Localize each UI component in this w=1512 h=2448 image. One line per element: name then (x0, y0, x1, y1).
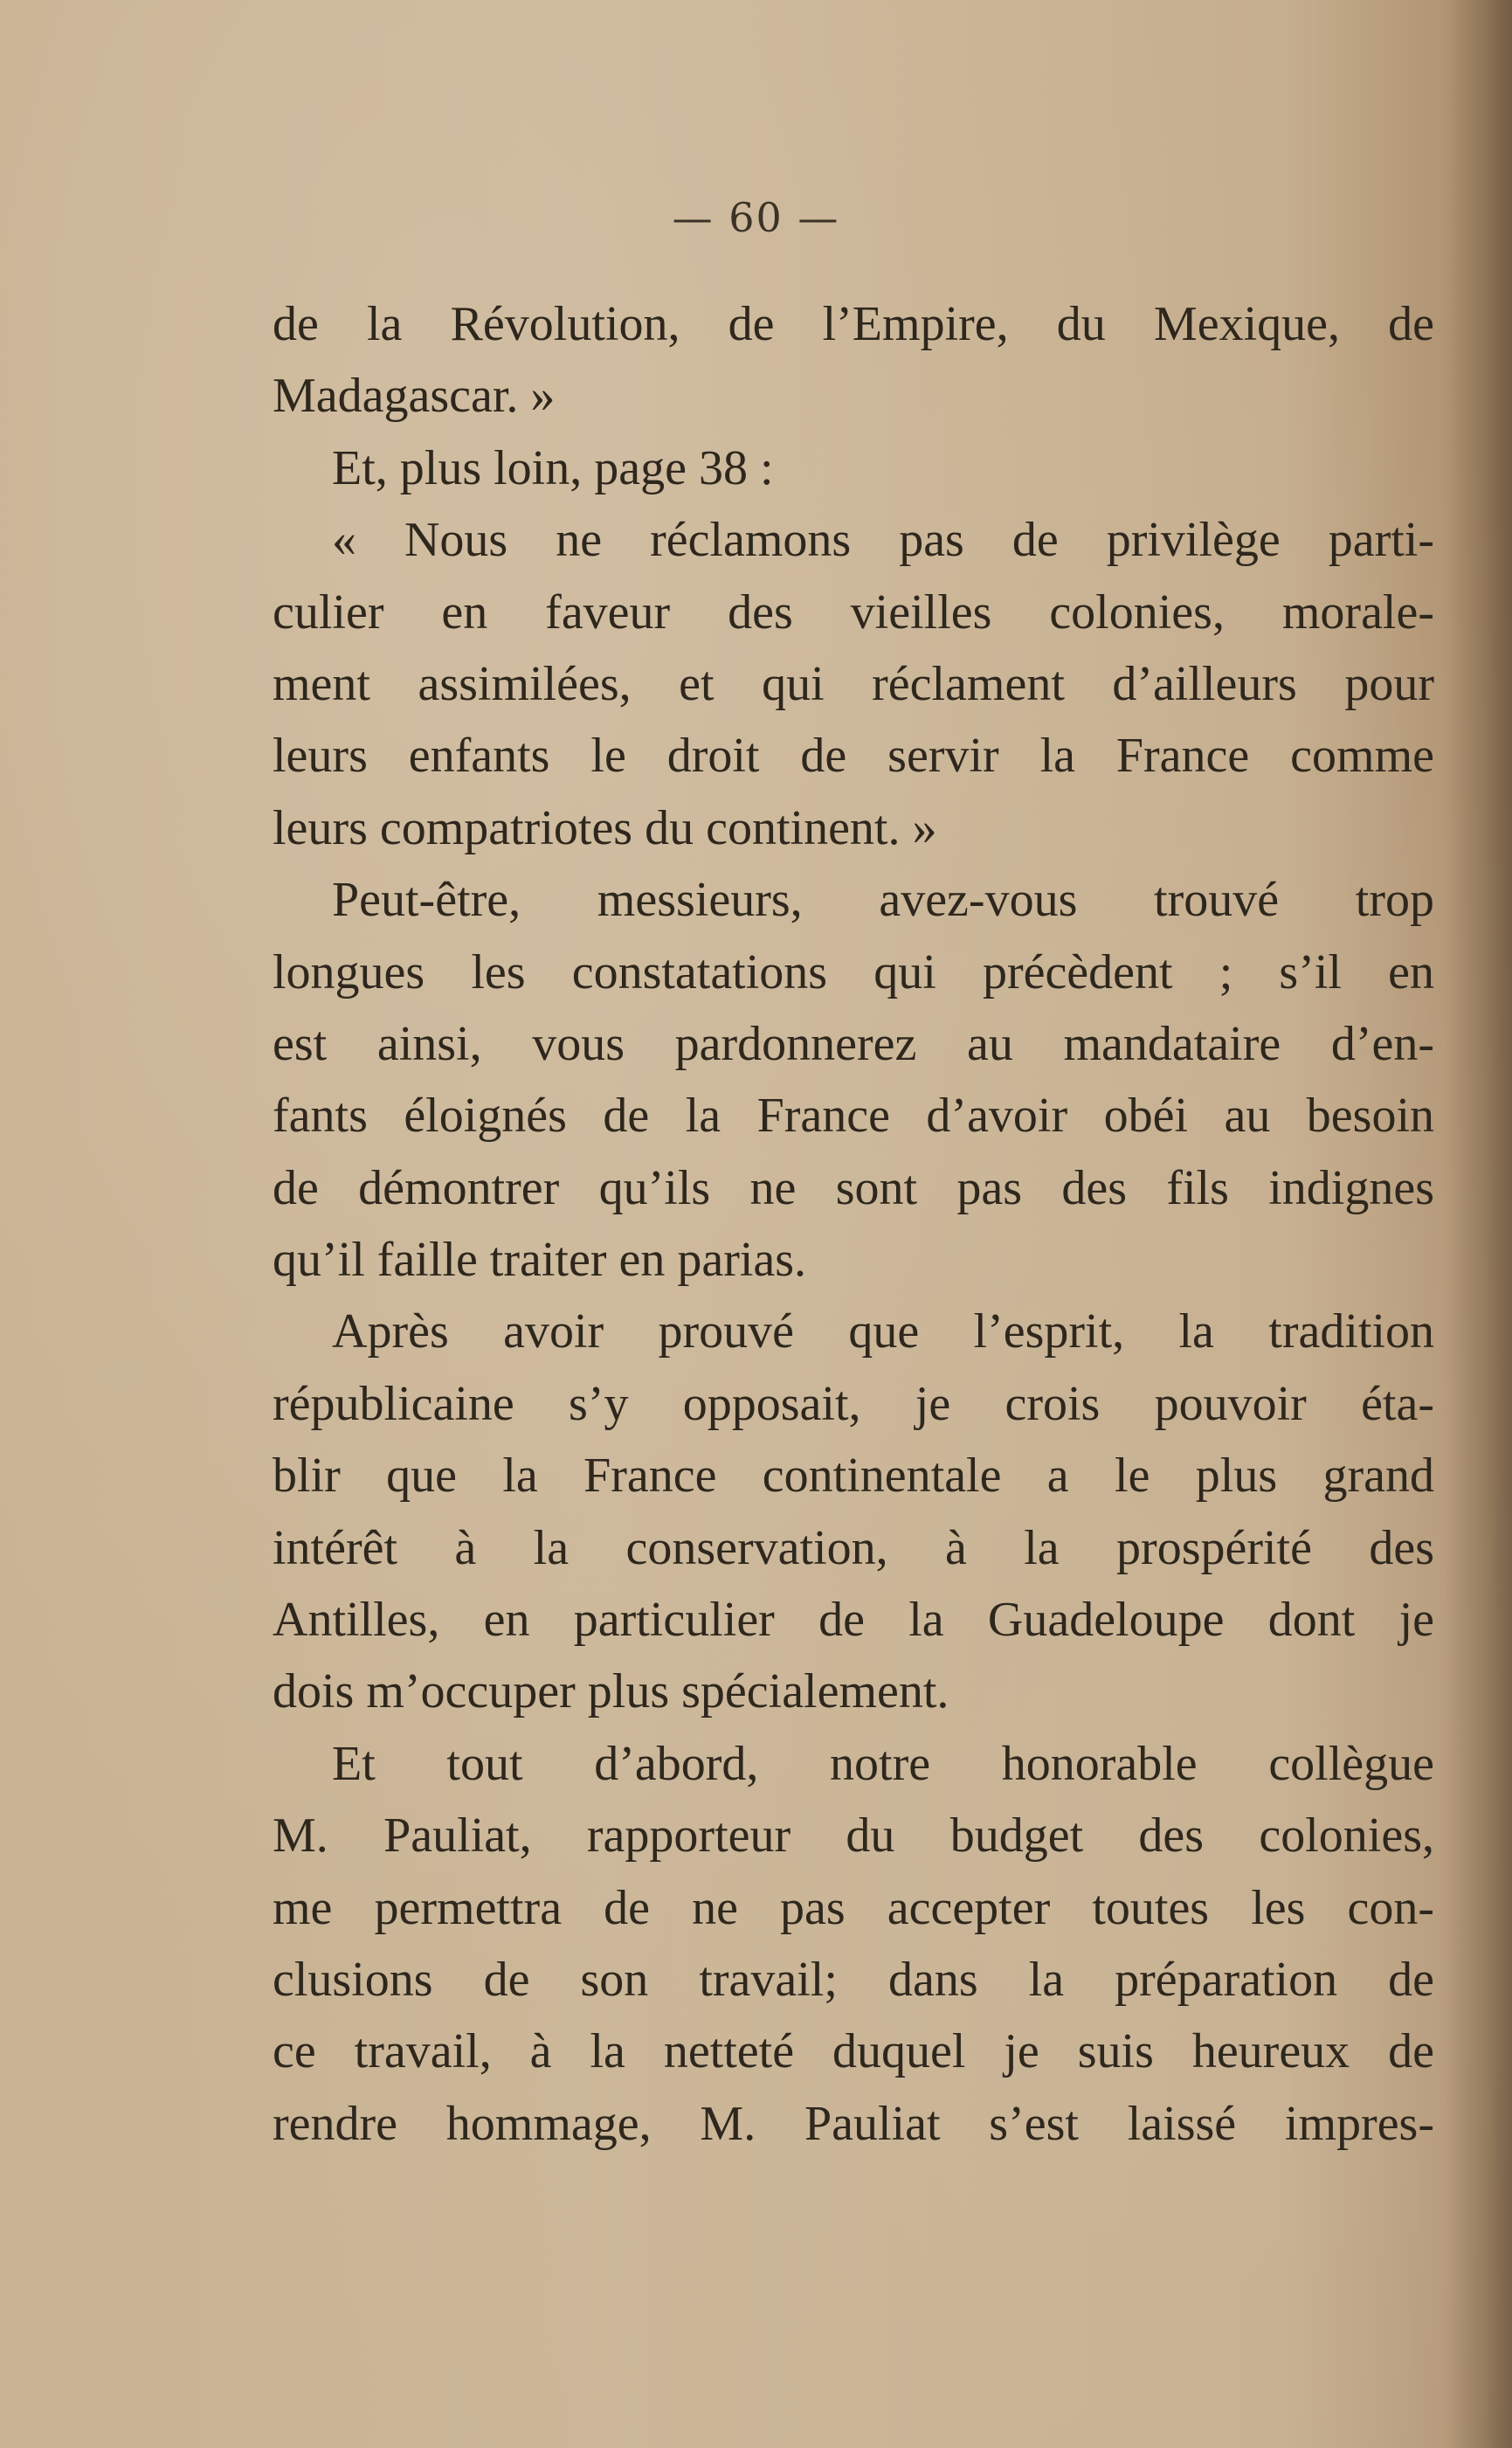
text-line: qu’il faille traiter en parias. (273, 1233, 807, 1288)
text-line: Madagascar. » (273, 369, 556, 424)
text-line: est ainsi, vous pardonnerez au mandataire d’en- (273, 1016, 1434, 1071)
text-line: intérêt à la conservation, à la prospérité des (273, 1520, 1434, 1575)
text-line: longues les constatations qui précèdent ; s’il en (273, 944, 1434, 999)
text-line: Antilles, en particulier de la Guadeloupe dont je (273, 1593, 1434, 1648)
text-line: Après avoir prouvé que l’esprit, la tradition (332, 1304, 1434, 1359)
text-line: Et, plus loin, page 38 : (332, 440, 774, 495)
text-line: dois m’occuper plus spécialement. (273, 1664, 949, 1719)
text-line: fants éloignés de la France d’avoir obéi au besoin (273, 1089, 1434, 1144)
text-line: Peut-être, messieurs, avez-vous trouvé trop (332, 873, 1434, 928)
text-line: M. Pauliat, rapporteur du budget des colonies, (273, 1808, 1434, 1864)
page-number: — 60 — (672, 194, 840, 241)
text-line: leurs compatriotes du continent. » (273, 800, 937, 855)
text-line: républicaine s’y opposait, je crois pouvoir éta- (273, 1376, 1434, 1431)
text-line: de démontrer qu’ils ne sont pas des fils indignes (273, 1160, 1434, 1215)
text-line: culier en faveur des vieilles colonies, morale- (273, 584, 1434, 640)
text-line: Et tout d’abord, notre honorable collègue (332, 1736, 1434, 1791)
text-line: clusions de son travail; dans la préparation de (273, 1952, 1434, 2007)
text-line: rendre hommage, M. Pauliat s’est laissé impres- (273, 2096, 1434, 2151)
body-text (273, 288, 1434, 2160)
text-line: me permettra de ne pas accepter toutes les con- (273, 1880, 1434, 1935)
text-line: ce travail, à la netteté duquel je suis heureux de (273, 2024, 1434, 2079)
text-line: leurs enfants le droit de servir la France comme (273, 729, 1434, 784)
text-line: de la Révolution, de l’Empire, du Mexique, de (273, 297, 1434, 351)
text-line: blir que la France continentale a le plus grand (273, 1449, 1434, 1504)
text-line: « Nous ne réclamons pas de privilège parti- (332, 513, 1434, 568)
text-line: ment assimilées, et qui réclament d’ailleurs pour (273, 656, 1434, 711)
page-edge-shadow (1442, 0, 1512, 2448)
